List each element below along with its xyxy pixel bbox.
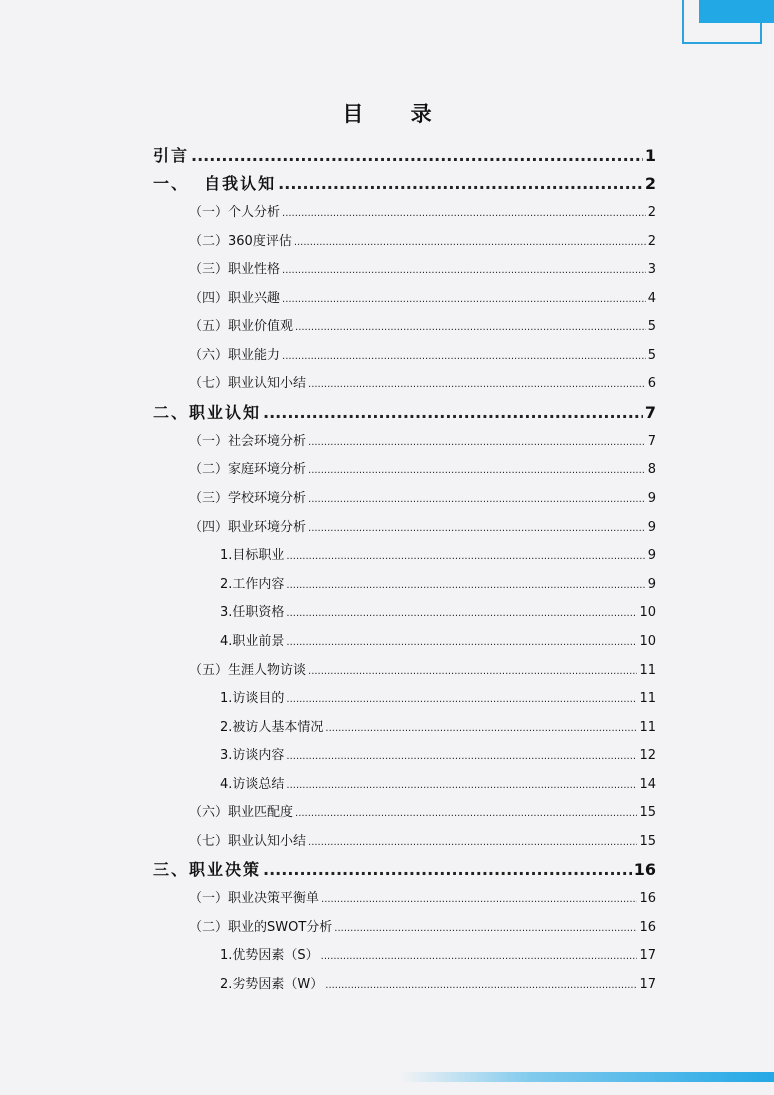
toc-leader-dots [282,294,646,305]
toc-entry-label: 3.访谈内容 [220,748,285,763]
toc-entry-label: 1.目标职业 [220,548,285,563]
toc-entry-page: 17 [639,977,656,992]
toc-entry-chapter-2[interactable] [153,400,656,423]
toc-leader-dots [278,174,643,193]
toc-entry[interactable] [189,201,656,220]
toc-entry[interactable] [189,344,656,363]
toc-entry-page: 15 [639,834,656,849]
toc-entry-page: 16 [639,920,656,935]
toc-entry-page: 7 [644,403,656,422]
toc-entry-page: 4 [647,291,656,306]
toc-entry[interactable] [189,801,656,820]
toc-leader-dots [334,923,637,934]
toc-entry[interactable] [220,601,656,620]
toc-entry[interactable] [189,372,656,391]
toc-entry[interactable] [189,916,656,935]
toc-leader-dots [308,523,646,534]
toc-entry-page: 11 [639,691,656,706]
toc-entry-label: （二）360度评估 [189,234,292,249]
toc-entry-page: 7 [647,434,656,449]
toc-leader-dots [286,780,637,791]
toc-entry-chapter-1[interactable] [153,171,656,194]
toc-entry[interactable] [189,516,656,535]
toc-entry[interactable] [220,544,656,563]
toc-entry-page: 16 [639,891,656,906]
toc-leader-dots [295,322,646,333]
toc-entry-label: （三）职业性格 [189,262,281,277]
toc-entry[interactable] [220,716,656,735]
toc-entry-page: 8 [647,462,656,477]
toc-entry[interactable] [189,258,656,277]
toc-leader-dots [286,694,637,705]
toc-leader-dots [308,837,637,848]
toc-entry-label: 3.任职资格 [220,605,285,620]
toc-entry[interactable] [189,430,656,449]
toc-entry-label: （一）个人分析 [189,205,281,220]
toc-entry-chapter-3[interactable] [153,857,656,880]
toc-leader-dots [286,637,637,648]
toc-entry[interactable] [220,973,656,992]
toc-entry-label: 引言 [153,146,190,165]
toc-entry[interactable] [220,687,656,706]
toc-entry-page: 9 [647,520,656,535]
toc-entry-label: 2.劣势因素（W） [220,977,324,992]
toc-leader-dots [321,894,637,905]
toc-leader-dots [308,465,646,476]
toc-entry-label: （五）职业价值观 [189,319,294,334]
toc-leader-dots [282,265,646,276]
toc-entry-page: 9 [647,548,656,563]
toc-entry[interactable] [220,573,656,592]
toc-entry-label: 2.被访人基本情况 [220,720,324,735]
toc-entry-page: 5 [647,348,656,363]
toc-entry-label: （二）家庭环境分析 [189,462,307,477]
toc-entry-label: （五）生涯人物访谈 [189,663,307,678]
toc-entry-page: 1 [644,146,656,165]
toc-entry-label: （三）学校环境分析 [189,491,307,506]
toc-entry-label: 1.访谈目的 [220,691,285,706]
toc-entry-label: （四）职业兴趣 [189,291,281,306]
toc-entry[interactable] [189,458,656,477]
toc-entry-page: 10 [639,605,656,620]
toc-entry-label: 4.访谈总结 [220,777,285,792]
toc-entry-label: 1.优势因素（S） [220,948,319,963]
toc-entry-label: （一）职业决策平衡单 [189,891,320,906]
toc-leader-dots [325,723,637,734]
toc-entry-page: 15 [639,805,656,820]
toc-entry-page: 17 [639,948,656,963]
toc-entry-intro[interactable] [153,143,656,166]
toc-leader-dots [282,351,646,362]
toc-entry-page: 12 [639,748,656,763]
toc-leader-dots [286,751,637,762]
toc-entry[interactable] [189,887,656,906]
toc-leader-dots [263,860,632,879]
toc-entry[interactable] [189,830,656,849]
toc-entry-label: 一、 自我认知 [153,174,277,193]
toc-leader-dots [308,666,637,677]
toc-entry-page: 2 [644,174,656,193]
toc-entry[interactable] [189,230,656,249]
toc-entry-label: （七）职业认知小结 [189,376,307,391]
toc-leader-dots [308,379,646,390]
toc-entry-page: 2 [647,205,656,220]
toc-entry-label: 二、职业认知 [153,403,262,422]
toc-entry[interactable] [220,944,656,963]
toc-entry[interactable] [189,659,656,678]
toc-entry[interactable] [220,744,656,763]
toc-leader-dots [308,494,646,505]
toc-entry-page: 2 [647,234,656,249]
toc-leader-dots [282,208,646,219]
toc-leader-dots [286,580,645,591]
toc-entry-label: 三、职业决策 [153,860,262,879]
toc-entry-page: 11 [639,663,656,678]
toc-entry-page: 9 [647,491,656,506]
toc-entry-label: 2.工作内容 [220,577,285,592]
toc-title: 目 录 [342,102,452,126]
toc-leader-dots [294,237,646,248]
toc-entry[interactable] [220,630,656,649]
toc-entry-label: （六）职业匹配度 [189,805,294,820]
corner-decoration-block [699,0,774,23]
toc-entry-label: （六）职业能力 [189,348,281,363]
toc-entry-page: 3 [647,262,656,277]
toc-entry-label: （四）职业环境分析 [189,520,307,535]
toc-entry-label: （一）社会环境分析 [189,434,307,449]
toc-entry[interactable] [189,487,656,506]
toc-leader-dots [325,980,637,991]
toc-entry[interactable] [220,773,656,792]
toc-entry-page: 11 [639,720,656,735]
toc-entry[interactable] [189,315,656,334]
toc-leader-dots [295,808,637,819]
toc-leader-dots [286,608,637,619]
toc-entry-page: 5 [647,319,656,334]
toc-entry-page: 6 [647,376,656,391]
toc-leader-dots [191,146,643,165]
toc-leader-dots [286,551,645,562]
toc-leader-dots [263,403,643,422]
toc-leader-dots [308,437,646,448]
toc-entry-label: （二）职业的SWOT分析 [189,920,333,935]
footer-gradient-bar [400,1072,774,1082]
toc-entry-label: 4.职业前景 [220,634,285,649]
toc-entry-page: 16 [633,860,656,879]
toc-entry[interactable] [189,287,656,306]
toc-entry-label: （七）职业认知小结 [189,834,307,849]
toc-entry-page: 14 [639,777,656,792]
toc-entry-page: 10 [639,634,656,649]
toc-entry-page: 9 [647,577,656,592]
toc-leader-dots [321,951,638,962]
